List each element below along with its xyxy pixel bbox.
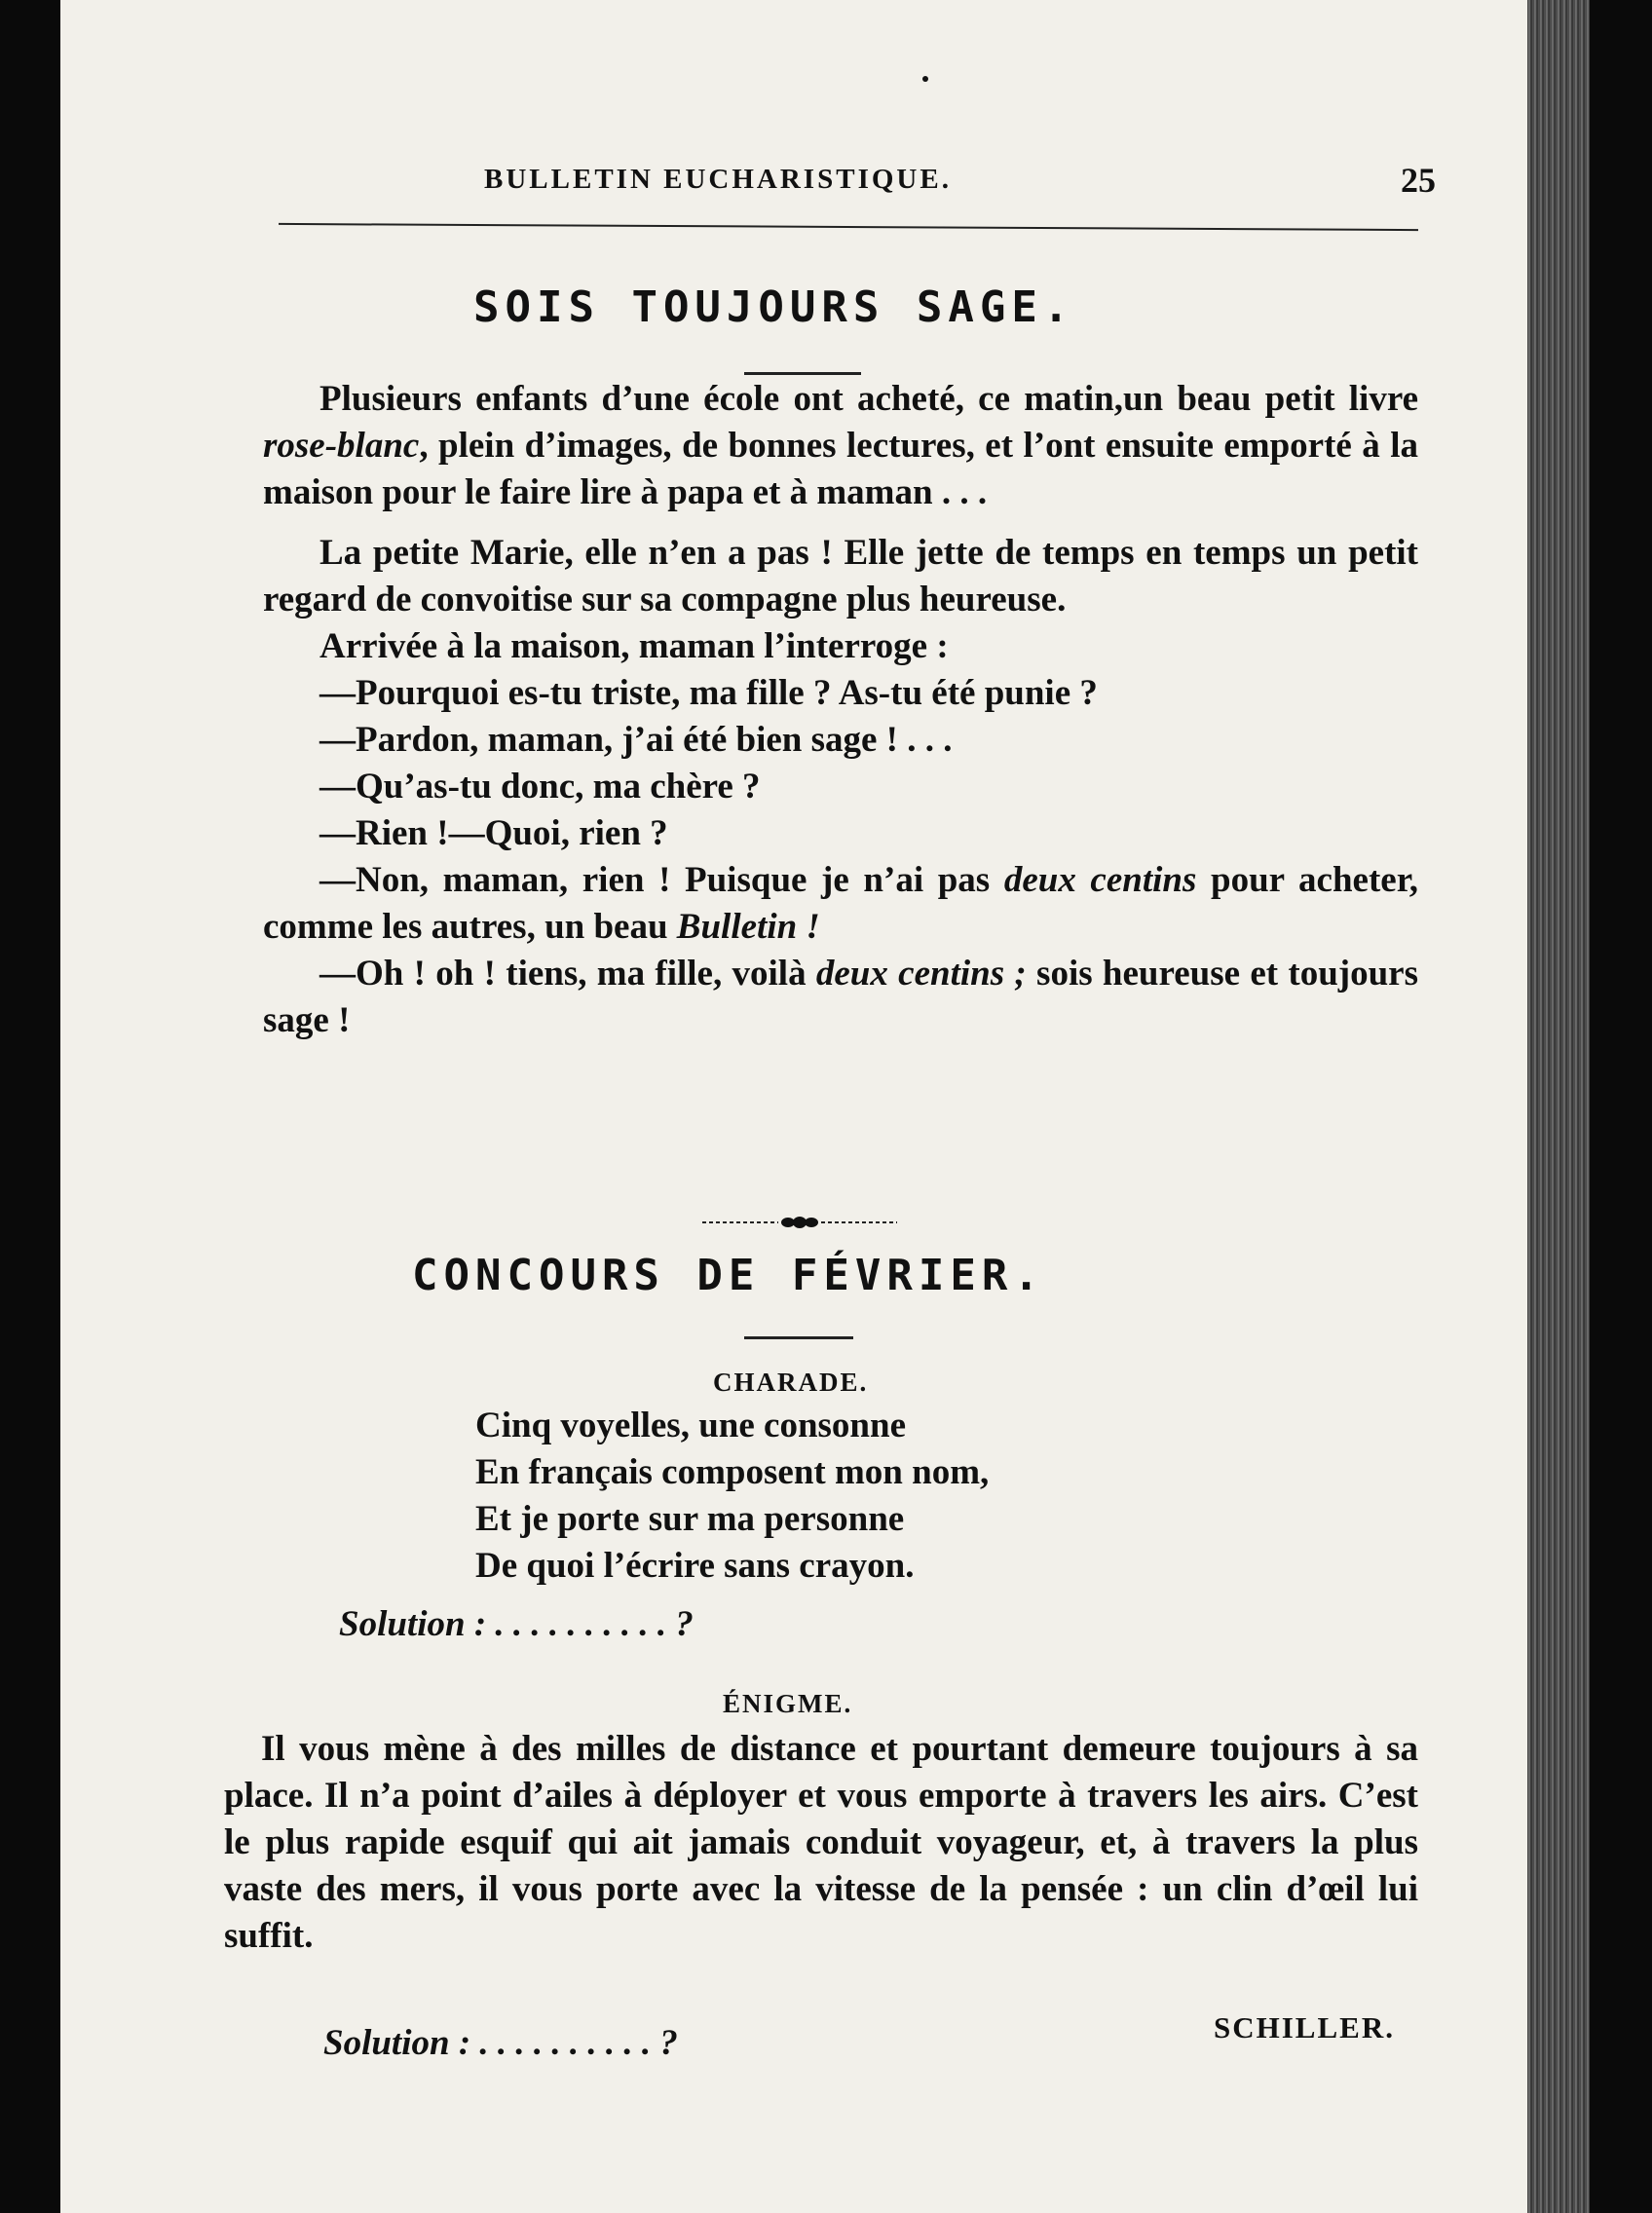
book-page xyxy=(60,0,1590,2213)
dialogue-line-4: —Rien !—Quoi, rien ? xyxy=(319,813,668,853)
dialogue-line-5: —Non, maman, rien ! Puisque je n’ai pas deux centins pour acheter, comme les autres, un beau Bulletin ! xyxy=(263,860,1418,947)
running-head xyxy=(181,161,1436,203)
page-edge xyxy=(1527,0,1590,2213)
paragraph-1: Plusieurs enfants d’une école ont acheté, ce matin,un beau petit livre rose-blanc, plein d’images, de bonnes lectures, et l’ont ensuite emporté à la maison pour le faire lire à papa et à maman . . . xyxy=(263,379,1418,512)
verse-line-1: Cinq voyelles, une consonne xyxy=(475,1406,907,1445)
title-underline xyxy=(744,372,861,375)
article-title-concours-de-fevrier: CONCOURS DE FÉVRIER. xyxy=(412,1251,1045,1300)
page-number: 25 xyxy=(1401,161,1436,200)
dialogue-line-6: —Oh ! oh ! tiens, ma fille, voilà deux centins ; sois heureuse et toujours sage ! xyxy=(263,954,1419,1040)
enigme-heading: ÉNIGME. xyxy=(723,1689,853,1718)
enigme-paragraph: Il vous mène à des milles de distance et pourtant demeure toujours à sa place. Il n’a point d’ailes à déployer et vous emporte à travers les airs. C’est le plus rapide esquif qui ait jamais conduit voyageur, et, à travers la plus vaste des mers, il vous porte avec la vitesse de la pensée : un clin d’œil lui suffit. xyxy=(224,1729,1418,1956)
enigme-solution: Solution : . . . . . . . . . . ? xyxy=(323,2023,678,2063)
section-ornament xyxy=(702,1216,897,1229)
title-underline-2 xyxy=(744,1336,853,1339)
enigme-body xyxy=(224,1726,1418,1960)
charade-solution: Solution : . . . . . . . . . . ? xyxy=(339,1604,694,1644)
verse-line-2: En français composent mon nom, xyxy=(475,1452,990,1492)
header-rule xyxy=(279,223,1418,231)
charade-heading: CHARADE. xyxy=(713,1368,869,1397)
charade-verse xyxy=(475,1403,989,1590)
author-signature: SCHILLER. xyxy=(1214,2010,1395,2044)
dialogue-line-1: —Pourquoi es-tu triste, ma fille ? As-tu été punie ? xyxy=(319,673,1098,713)
paragraph-3: Arrivée à la maison, maman l’interroge : xyxy=(319,626,949,666)
print-speck xyxy=(922,76,928,82)
verse-line-3: Et je porte sur ma personne xyxy=(475,1499,905,1539)
verse-line-4: De quoi l’écrire sans crayon. xyxy=(475,1546,915,1586)
paragraph-2: La petite Marie, elle n’en a pas ! Elle jette de temps en temps un petit regard de convoitise sur sa compagne plus heureuse. xyxy=(263,533,1418,619)
dialogue-line-2: —Pardon, maman, j’ai été bien sage ! . . . xyxy=(319,720,953,760)
article-title-sois-toujours-sage: SOIS TOUJOURS SAGE. xyxy=(473,282,1075,332)
article1-body xyxy=(263,376,1418,1044)
running-title: BULLETIN EUCHARISTIQUE. xyxy=(484,164,952,195)
dialogue-line-3: —Qu’as-tu donc, ma chère ? xyxy=(319,767,761,806)
